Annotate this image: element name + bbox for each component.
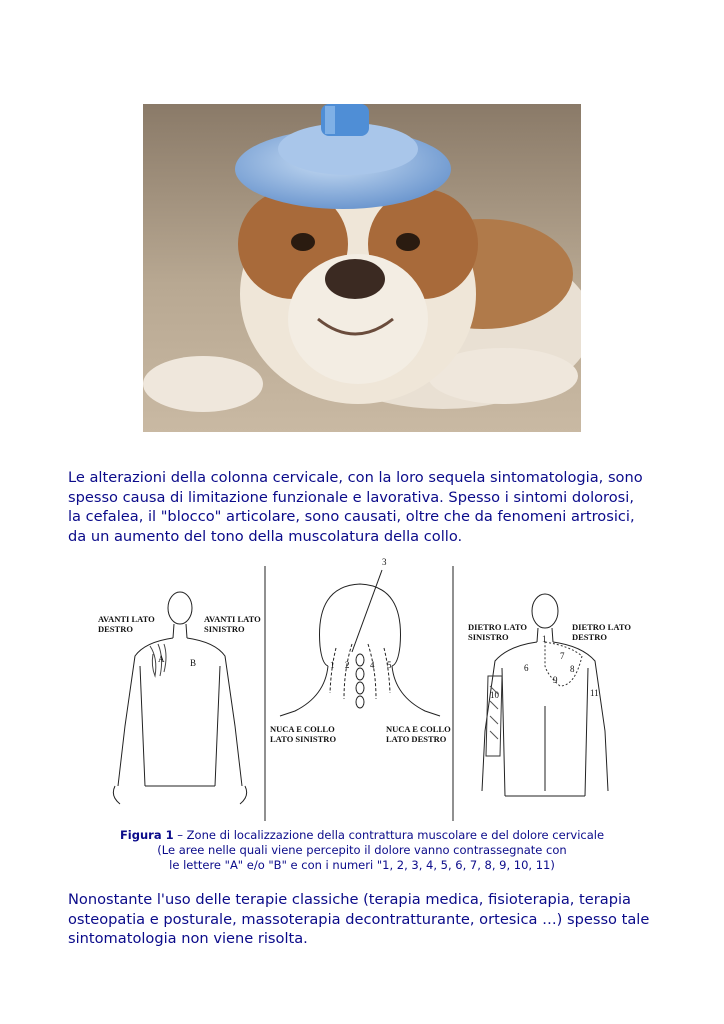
number-6: 6 (524, 663, 529, 673)
number-1-back: 1 (542, 634, 547, 644)
number-10: 10 (490, 690, 499, 700)
caption-bold: Figura 1 (119, 828, 174, 842)
label-nuca-destro-1: NUCA E COLLO (386, 724, 451, 734)
number-4: 4 (370, 660, 375, 670)
cervical-pain-figure (90, 556, 640, 826)
panel-neck-back (280, 570, 440, 716)
number-8: 8 (570, 664, 575, 674)
label-avanti-destro-1: AVANTI LATO (98, 614, 155, 624)
number-1: 1 (330, 660, 335, 670)
number-11: 11 (590, 688, 599, 698)
label-nuca-sinistro-1: NUCA E COLLO (270, 724, 335, 734)
number-7: 7 (560, 651, 565, 661)
label-nuca-sinistro-2: LATO SINISTRO (270, 734, 337, 744)
closing-paragraph: Nonostante l'uso delle terapie classiche (terapia medica, fisioterapia, terapia osteopatia e posturale, massoterapia decontratturante, ortesica …) spesso tale sintomatologia non viene risolta. (68, 891, 650, 947)
number-2: 2 (345, 660, 350, 670)
bulldog-ice-bag-photo (143, 104, 581, 432)
label-avanti-sinistro-2: SINISTRO (204, 624, 245, 634)
caption-rest: – Zone di localizzazione della contrattura muscolare e del dolore cervicale (173, 828, 605, 842)
label-avanti-destro-2: DESTRO (98, 624, 133, 634)
caption-line3: le lettere "A" e/o "B" e con i numeri "1, 2, 3, 4, 5, 6, 7, 8, 9, 10, 11) (169, 858, 555, 872)
figure-caption (60, 828, 664, 873)
label-avanti-sinistro-1: AVANTI LATO (204, 614, 261, 624)
label-dietro-sinistro-2: SINISTRO (468, 632, 509, 642)
number-3: 3 (382, 557, 387, 567)
intro-paragraph: Le alterazioni della colonna cervicale, con la loro sequela sintomatologia, sono spesso causa di limitazione funzionale e lavorativa. Spesso i sintomi dolorosi, la cefalea, il "blocco" articolare, sono causati, oltre che da fenomeni artrosici, da un aumento del tono della muscolatura della collo. (68, 469, 643, 545)
number-9: 9 (553, 675, 558, 685)
label-dietro-sinistro-1: DIETRO LATO (468, 622, 527, 632)
letter-b: B (190, 658, 197, 668)
label-dietro-destro-1: DIETRO LATO (572, 622, 631, 632)
letter-a: A (158, 654, 165, 664)
caption-line2: (Le aree nelle quali viene percepito il dolore vanno contrassegnate con (157, 843, 567, 857)
number-5: 5 (387, 660, 392, 670)
label-nuca-destro-2: LATO DESTRO (386, 734, 447, 744)
label-dietro-destro-2: DESTRO (572, 632, 607, 642)
